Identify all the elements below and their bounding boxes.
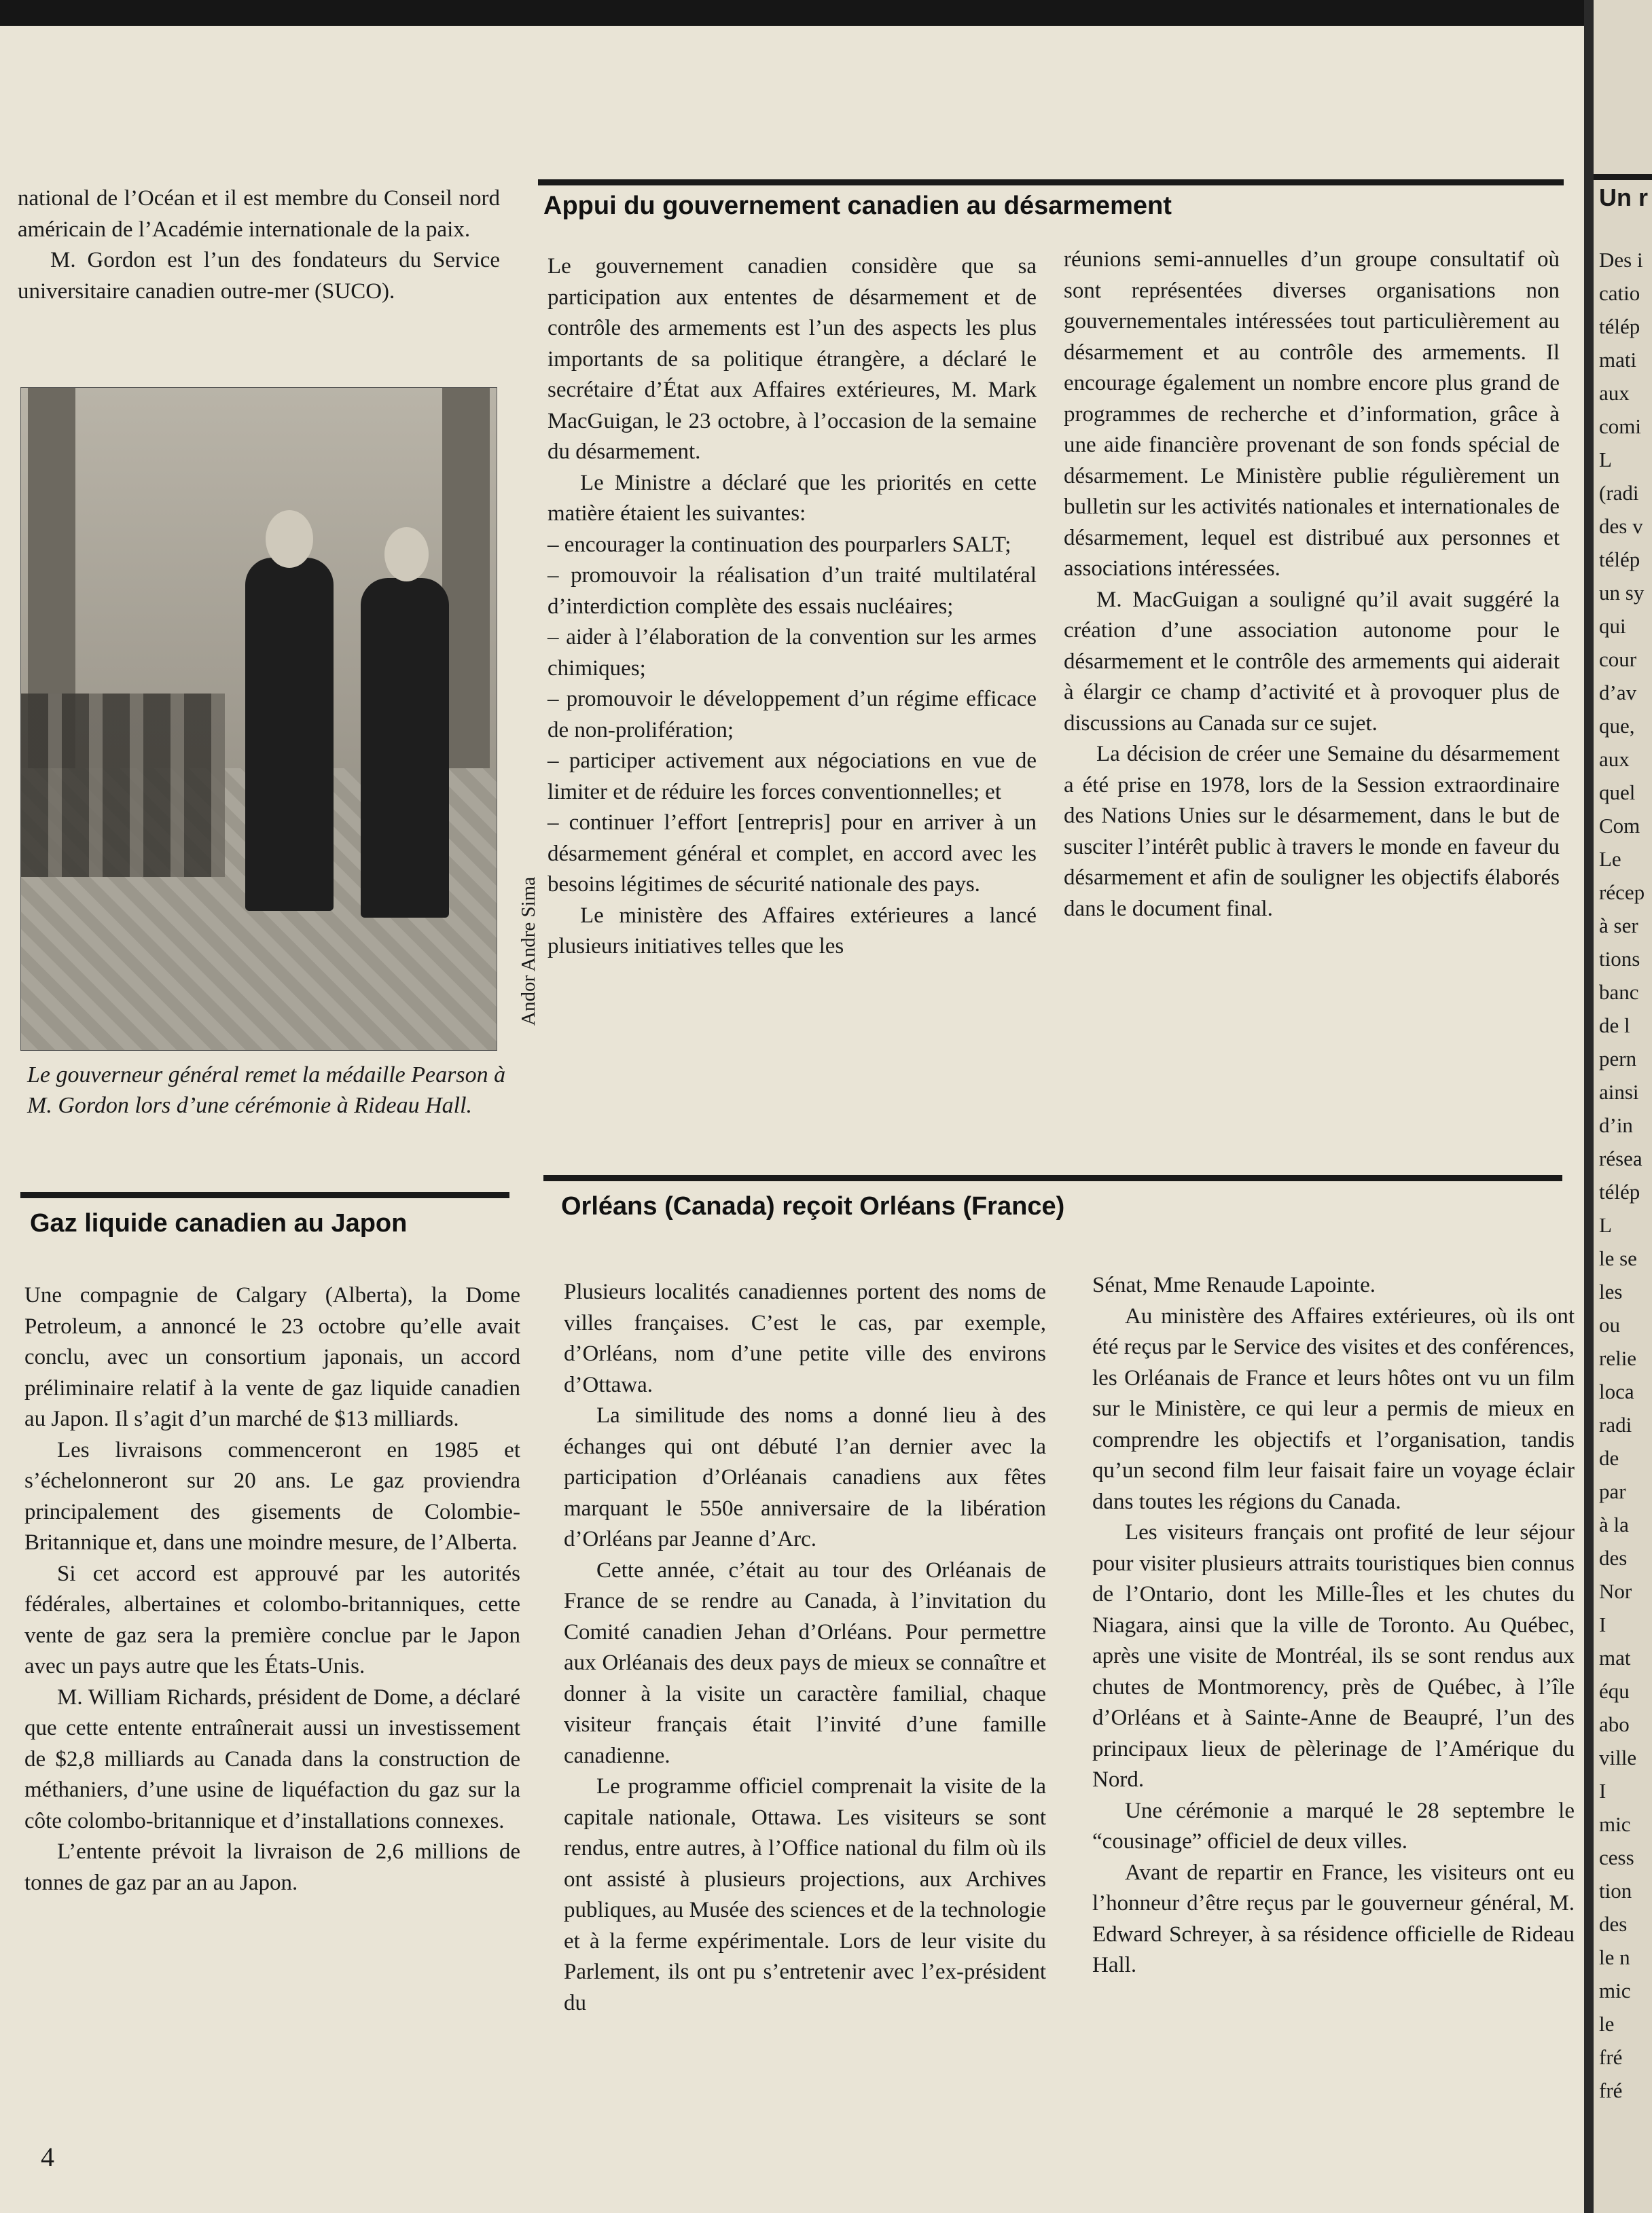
next-page-line: des v: [1599, 514, 1643, 538]
next-page-line: le se: [1599, 1246, 1637, 1270]
next-page-line: équ: [1599, 1679, 1630, 1703]
next-page-line: le n: [1599, 1945, 1630, 1969]
next-page-line: résea: [1599, 1147, 1642, 1170]
next-page-line: catio: [1599, 281, 1640, 305]
paragraph: Avant de repartir en France, les visiteurs ont eu l’honneur d’être reçus par le gouverneur général, M. Edward Schreyer, à sa résidence officielle de Rideau Hall.: [1092, 1860, 1575, 1977]
next-page-line: qui: [1599, 614, 1626, 638]
paragraph: Une compagnie de Calgary (Alberta), la Dome Petroleum, a annoncé le 23 octobre qu’elle avait conclu, avec un consortium japonais, un accord préliminaire relatif à la vente de gaz liquide canadien au Japon. Il s’agit d’un marché de $13 milliards.: [24, 1283, 520, 1431]
next-page-line: abo: [1599, 1712, 1630, 1736]
paragraph: – promouvoir le développement d’un régime efficace de non-prolifération;: [547, 687, 1037, 742]
next-page-line: I: [1599, 1779, 1606, 1803]
divider-rule: [20, 1192, 509, 1198]
next-page-line: d’av: [1599, 681, 1637, 704]
gas-article-body: [24, 1280, 520, 1899]
paragraph: Les livraisons commenceront en 1985 et s’échelonneront sur 20 ans. Le gaz proviendra principalement des gisements de Colombie-Britannique et, dans une moindre mesure, de l’Alberta.: [24, 1437, 520, 1555]
headline-orleans: Orléans (Canada) reçoit Orléans (France): [561, 1192, 1065, 1221]
paragraph: Cette année, c’était au tour des Orléanais de France de se rendre au Canada, à l’invitation du Comité canadien Jehan d’Orléans. Pour permettre aux Orléanais des deux pays de mieux se connaître et donner à la visite un caractère familial, chaque visiteur français était l’invité d’une famille canadienne.: [564, 1558, 1046, 1768]
next-page-line: par: [1599, 1479, 1626, 1503]
next-page-line: relie: [1599, 1346, 1637, 1370]
next-page-line: mic: [1599, 1979, 1631, 2002]
photo-credit: Andor Andre Sima: [518, 876, 539, 1026]
paragraph: L’entente prévoit la livraison de 2,6 millions de tonnes de gaz par an au Japon.: [24, 1839, 520, 1895]
paragraph: – continuer l’effort [entrepris] pour en arriver à un désarmement général et complet, en accord avec les besoins légitimes de sécurité nationale des pays.: [547, 810, 1037, 897]
paragraph: Le Ministre a déclaré que les priorités en cette matière étaient les suivantes:: [547, 470, 1037, 526]
next-page-line: quel: [1599, 780, 1636, 804]
next-page-line: ainsi: [1599, 1080, 1639, 1104]
paragraph: Si cet accord est approuvé par les autorités fédérales, albertaines et colombo-britanniques, cette vente de gaz sera la première conclue par le Japon avec un pays autre que les États-Unis.: [24, 1561, 520, 1678]
next-page-line: de: [1599, 1446, 1619, 1470]
next-page-line: fré: [1599, 2079, 1623, 2102]
next-page-line: aux: [1599, 381, 1630, 405]
divider-rule: [543, 1175, 1562, 1181]
next-page-line: L: [1599, 448, 1612, 471]
next-page-line: de l: [1599, 1013, 1630, 1037]
divider-rule: [538, 179, 1564, 185]
next-page-line: Le: [1599, 847, 1621, 871]
next-page-line: que,: [1599, 714, 1635, 738]
next-page-line: d’in: [1599, 1113, 1633, 1137]
page-gutter: [1584, 0, 1594, 2213]
next-page-line: banc: [1599, 980, 1639, 1004]
next-page-line: télép: [1599, 314, 1640, 338]
next-page-line: fré: [1599, 2045, 1623, 2069]
paragraph: Le programme officiel comprenait la visite de la capitale nationale, Ottawa. Les visiteurs se sont rendus, entre autres, à l’Office national du film où ils ont assisté à plusieurs projections, aux Archives publiques, au Musée des sciences et de la technologie et à la ferme expérimentale. Lors de leur visite du Parlement, ils ont pu s’entretenir avec l’ex-président du: [564, 1774, 1046, 2015]
next-page-line: comi: [1599, 414, 1641, 438]
next-page-line: I: [1599, 1613, 1606, 1636]
next-page-fragment: [1594, 0, 1652, 2213]
next-page-line: télép: [1599, 1180, 1640, 1204]
next-page-line: des: [1599, 1912, 1628, 1936]
disarmament-column-1: [547, 251, 1037, 962]
paragraph: – participer activement aux négociations en vue de limiter et de réduire les forces conventionnelles; et: [547, 749, 1037, 804]
next-page-line: les: [1599, 1280, 1623, 1303]
paragraph: – promouvoir la réalisation d’un traité multilatéral d’interdiction complète des essais nucléaires;: [547, 563, 1037, 619]
paragraph: Une cérémonie a marqué le 28 septembre le “cousinage” officiel de deux villes.: [1092, 1798, 1575, 1854]
paragraph: – encourager la continuation des pourparlers SALT;: [547, 532, 1011, 557]
paragraph: Au ministère des Affaires extérieures, où ils ont été reçus par le Service des visites et des conférences, les Orléanais de France et leurs hôtes ont vu un film sur le Ministère, ce qui leur a permis de mieux en comprendre les objectifs et l’organisation, tandis qu’un second film leur faisait faire un voyage éclair dans toutes les régions du Canada.: [1092, 1303, 1575, 1514]
next-page-line: à la: [1599, 1513, 1629, 1536]
next-page-line: tion: [1599, 1879, 1632, 1903]
paragraph: Le ministère des Affaires extérieures a lancé plusieurs initiatives telles que les: [547, 903, 1037, 958]
next-page-line: loca: [1599, 1380, 1634, 1403]
next-page-line: Nor: [1599, 1579, 1632, 1603]
next-page-line: un sy: [1599, 581, 1645, 605]
photo-caption: Le gouverneur général remet la médaille Pearson à M. Gordon lors d’une cérémonie à Rideau Hall.: [27, 1062, 506, 1118]
next-page-line: le: [1599, 2012, 1615, 2036]
paragraph: M. William Richards, président de Dome, a déclaré que cette entente entraînerait aussi un investissement de $2,8 milliards au Canada dans la construction de méthaniers, d’une usine de liquéfaction du gaz sur la côte colombo-britannique et d’installations connexes.: [24, 1685, 520, 1833]
orleans-column-1: [564, 1277, 1046, 2019]
next-page-line: mic: [1599, 1812, 1631, 1836]
next-page-line: Com: [1599, 814, 1640, 838]
page-number: 4: [41, 2142, 54, 2172]
top-left-column: [18, 183, 500, 307]
next-page-line: L: [1599, 1213, 1612, 1237]
paragraph: – aider à l’élaboration de la convention sur les armes chimiques;: [547, 625, 1037, 681]
next-page-line: cour: [1599, 647, 1637, 671]
next-page-line: récep: [1599, 880, 1645, 904]
next-page-line: cess: [1599, 1846, 1634, 1869]
paragraph: M. MacGuigan a souligné qu’il avait suggéré la création d’une association autonome pour le désarmement et le contrôle des armements qui aiderait à élargir ce champ d’activité et à provoquer plus de discussions au Canada sur ce sujet.: [1064, 587, 1560, 736]
paragraph: La décision de créer une Semaine du désarmement a été prise en 1978, lors de la Session extraordinaire des Nations Unies sur le désarmement, dans le but de susciter l’intérêt public à travers le monde en faveur du désarmement et afin de souligner les objectifs élaborés dans le document final.: [1064, 742, 1560, 921]
paragraph: réunions semi-annuelles d’un groupe consultatif où sont représentées diverses organisations non gouvernementales intéressées tout particulièrement au désarmement et au contrôle des armements. Il encourage également un nombre encore plus grand de programmes de recherche et d’information, grâce à une aide financière provenant de son fonds spécial de désarmement. Le Ministère publie régulièrement un bulletin sur les activités nationales et internationales de désarmement, lequel est distribué aux personnes et associations intéressées.: [1064, 247, 1560, 581]
headline-disarmament: Appui du gouvernement canadien au désarmement: [543, 192, 1172, 220]
next-page-line: ou: [1599, 1313, 1620, 1337]
paragraph: Sénat, Mme Renaude Lapointe.: [1092, 1273, 1376, 1297]
ceremony-photo: [20, 387, 497, 1051]
next-page-line: tions: [1599, 947, 1640, 971]
next-page-line: à ser: [1599, 914, 1638, 937]
paragraph: Le gouvernement canadien considère que sa participation aux ententes de désarmement et de contrôle des armements est l’un des aspects les plus importants de sa politique étrangère, a déclaré le secrétaire d’État aux Affaires extérieures, M. Mark MacGuigan, le 23 octobre, à l’occasion de la semaine du désarmement.: [547, 254, 1037, 464]
next-page-line: mat: [1599, 1646, 1631, 1670]
top-border: [0, 0, 1652, 26]
next-page-line: pern: [1599, 1047, 1637, 1070]
paragraph: M. Gordon est l’un des fondateurs du Service universitaire canadien outre-mer (SUCO).: [18, 248, 500, 304]
paragraph: Plusieurs localités canadiennes portent des noms de villes françaises. C’est le cas, par exemple, d’Orléans, nom d’une petite ville des environs d’Ottawa.: [564, 1280, 1046, 1397]
orleans-column-2: [1092, 1270, 1575, 1981]
next-page-line: aux: [1599, 747, 1630, 771]
paragraph: Les visiteurs français ont profité de leur séjour pour visiter plusieurs attraits touristiques bien connus de l’Ontario, dont les Mille-Îles et les chutes du Niagara, ainsi que la ville de Toronto. Au Québec, après une visite de Montréal, ils se sont rendus aux chutes de Montmorency, près de Québec, à l’île d’Orléans et à Sainte-Anne de Beaupré, l’un des principaux lieux de pèlerinage de l’Amérique du Nord.: [1092, 1520, 1575, 1792]
next-page-line: Des i: [1599, 248, 1643, 272]
next-page-line: des: [1599, 1546, 1628, 1570]
paragraph: national de l’Océan et il est membre du Conseil nord américain de l’Académie internationale de la paix.: [18, 186, 500, 242]
next-page-line: télép: [1599, 547, 1640, 571]
next-page-line: (radi: [1599, 481, 1639, 505]
headline-gas: Gaz liquide canadien au Japon: [30, 1209, 408, 1238]
paragraph: La similitude des noms a donné lieu à des échanges qui ont débuté l’an dernier avec la participation d’Orléanais canadiens aux fêtes marquant le 550e anniversaire de la libération d’Orléans par Jeanne d’Arc.: [564, 1403, 1046, 1551]
next-page-line: radi: [1599, 1413, 1632, 1437]
disarmament-column-2: [1064, 245, 1560, 924]
next-page-line: ville: [1599, 1746, 1637, 1769]
next-page-line: mati: [1599, 348, 1637, 372]
next-page-headline: Un r: [1599, 183, 1648, 211]
